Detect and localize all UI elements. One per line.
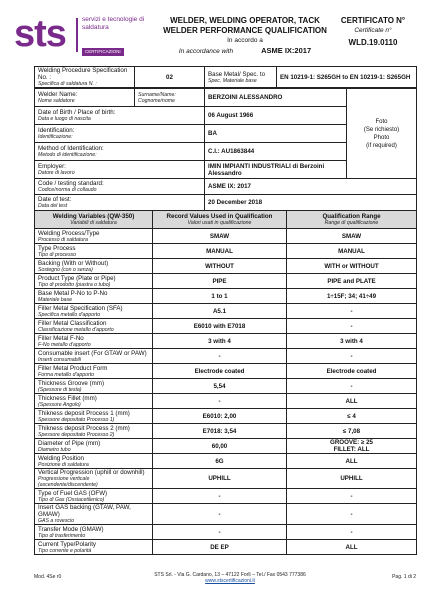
variable-label-it: Materiale base [38, 296, 73, 303]
variable-label-cell [35, 424, 153, 439]
wps-table [34, 66, 417, 88]
cert-label: CERTIFICATO N° [340, 16, 406, 25]
method-label-it: Metodo di identificazione: [38, 152, 97, 158]
variable-label: Filler Metal Specification (SFA) [38, 304, 123, 312]
variable-label: Transfer Mode (GMAW) [38, 525, 104, 533]
logo-badge: CERTIFICAZIONI [82, 48, 124, 56]
variable-range-value: ALL [287, 540, 417, 555]
title-asme: ASME IX:2017 [261, 46, 312, 55]
variable-label: Current Type/Polarity [38, 540, 97, 548]
variable-row [35, 525, 417, 540]
header-variables-it: Variabili di saldatura [70, 220, 117, 226]
variable-label-cell [35, 259, 153, 274]
method-label-cell [35, 143, 205, 161]
footer-address-block [130, 572, 330, 584]
title-line-3: In accordo a [227, 37, 263, 44]
base-metal-value: EN 10219-1: S265GH to EN 10219-1: S265GH [277, 67, 417, 88]
variable-row [35, 319, 417, 334]
variable-label-it: Tipo di processo [38, 251, 77, 258]
method-label: Method of Identification: [38, 145, 104, 152]
variable-record-value: Electrode coated [153, 364, 287, 379]
variable-range-value: - [287, 504, 417, 525]
variable-label-it: Sostegno (con o senza) [38, 266, 93, 273]
variable-record-value: - [153, 349, 287, 364]
variable-range-value: - [287, 304, 417, 319]
variable-range-value: ALL [287, 454, 417, 469]
cert-number: WLD.19.0110 [348, 38, 398, 47]
variable-record-value: E6010: 2,00 [153, 409, 287, 424]
variable-label-cell [35, 525, 153, 540]
footer-page-number: Pag. 1 di 2 [392, 574, 416, 580]
variable-record-value: 6G [153, 454, 287, 469]
variable-label-cell [35, 454, 153, 469]
base-metal-label-it: Spec. Materiale base [208, 77, 257, 84]
code-label: Code / testing standard: [38, 180, 104, 187]
variable-label: Filler Metal Product Form [38, 364, 108, 372]
variable-label-it: F-No metallo d'apporto [38, 341, 91, 348]
welding-variables-table [34, 210, 417, 555]
variable-record-value: DE EP [153, 540, 287, 555]
variable-row [35, 504, 417, 525]
header-record: Record Values Used in Qualification [166, 213, 273, 220]
variable-label: Thickness Groove (mm) [38, 379, 105, 387]
variable-range-value: 3 with 4 [287, 334, 417, 349]
variable-row [35, 469, 417, 489]
variable-row [35, 289, 417, 304]
id-label: Identification: [38, 127, 75, 134]
header-range-cell [287, 211, 417, 229]
variable-row [35, 424, 417, 439]
variable-range-value: Electrode coated [287, 364, 417, 379]
variable-range-value: - [287, 489, 417, 504]
variable-label: Thickness Fillet (mm) [38, 394, 97, 402]
variable-record-value: WITHOUT [153, 259, 287, 274]
variable-range-value: WITH or WITHOUT [287, 259, 417, 274]
id-label-it: Identificazione: [38, 134, 73, 140]
welder-name-label-cell [35, 89, 135, 107]
variable-record-value: - [153, 504, 287, 525]
header-range-it: Range di qualificazione [324, 220, 379, 226]
variable-label-cell [35, 319, 153, 334]
variable-label-it: GAS a rovescio [38, 518, 75, 524]
variable-label-cell [35, 334, 153, 349]
variable-label-cell [35, 409, 153, 424]
variable-row [35, 349, 417, 364]
variable-range-value: ≤ 4 [287, 409, 417, 424]
variable-record-value: - [153, 489, 287, 504]
variable-row [35, 489, 417, 504]
variable-row [35, 274, 417, 289]
variable-range-value: ALL [287, 394, 417, 409]
variable-label-it: Specifica metallo d'apporto [38, 311, 101, 318]
wps-label: Welding Procedure Specification No. : [38, 67, 128, 81]
variable-label-cell [35, 379, 153, 394]
variable-label: Type Process [38, 244, 76, 252]
variable-label-cell [35, 229, 153, 244]
variable-label: Thikness deposit Process 1 (mm) [38, 409, 130, 417]
variable-range-value: MANUAL [287, 244, 417, 259]
code-label-it: Codice/norma di collaudo [38, 187, 97, 193]
variable-row [35, 229, 417, 244]
variable-range-value: - [287, 349, 417, 364]
variable-label-it: (Spessore di testa) [38, 386, 82, 393]
employer-label: Employer: [38, 163, 66, 170]
date-label: Date of test: [38, 196, 72, 203]
variable-label-cell [35, 244, 153, 259]
variable-range-value: - [287, 379, 417, 394]
variable-label-it: Diametro tubo [38, 446, 71, 453]
variable-label: Base Metal P-No to P-No [38, 289, 108, 297]
variable-range-value: PIPE and PLATE [287, 274, 417, 289]
wps-label-cell [35, 67, 135, 88]
header-record-it: Valori usati in qualificazione [187, 220, 252, 226]
base-metal-label: Base Metal/ Spec. to [208, 70, 266, 78]
logo-divider [76, 18, 78, 52]
variable-label-cell [35, 304, 153, 319]
variable-label-it: Posizione di saldatura [38, 461, 89, 468]
welder-name-sub1: Surname/Name: [138, 91, 176, 98]
logo-wordmark: sts [14, 13, 66, 55]
variable-record-value: A5.1 [153, 304, 287, 319]
variable-label-cell [35, 349, 153, 364]
variable-row [35, 334, 417, 349]
variable-label: Backing (With or Without) [38, 259, 109, 267]
variable-label: Welding Process/Type [38, 229, 100, 237]
variable-label: Type of Fuel GAS (OFW) [38, 489, 108, 497]
variable-range-value: UPHILL [287, 469, 417, 489]
wps-value: 02 [135, 67, 205, 88]
header-record-cell [153, 211, 287, 229]
variable-label-it: Spessore depositato Processo 2) [38, 431, 115, 438]
variable-range-value: - [287, 525, 417, 540]
variable-label: Thikness deposit Process 2 (mm) [38, 424, 130, 432]
variable-record-value: 1 to 1 [153, 289, 287, 304]
variable-record-value: MANUAL [153, 244, 287, 259]
variable-row [35, 364, 417, 379]
variable-label-it: Spessore depositato Processo 1) [38, 416, 115, 423]
variable-row [35, 259, 417, 274]
photo-label-4: (if required) [366, 142, 397, 149]
variable-label: Consumable insert (For GTAW or PAW) [38, 349, 147, 357]
sts-logo [14, 14, 144, 58]
variable-record-value: - [153, 394, 287, 409]
variable-row [35, 379, 417, 394]
wps-label-it: Specifica di saldatura N. : [38, 81, 97, 87]
variable-range-value: ≤ 7,08 [287, 424, 417, 439]
welder-name-label-it: Nome saldatore [38, 98, 75, 104]
certificate-number-block [332, 16, 414, 48]
variable-record-value: E7018: 3,54 [153, 424, 287, 439]
title-line-1: WELDER, WELDING OPERATOR, TACK [170, 16, 320, 25]
variable-label-it: Inserti consumabili [38, 356, 81, 363]
variable-record-value: 3 with 4 [153, 334, 287, 349]
variable-label-it: (Spessore Angolo) [38, 401, 81, 408]
employer-label-cell [35, 161, 205, 179]
variable-label-cell [35, 489, 153, 504]
employer-value: IMIN IMPIANTI INDUSTRIALI di Berzoini Alessandro [205, 161, 347, 179]
variable-label-it: Tipo corrente e polarità [38, 547, 92, 554]
variable-record-value: - [153, 525, 287, 540]
id-label-cell [35, 125, 205, 143]
dob-label: Date of Birth / Place of birth: [38, 109, 116, 116]
id-value: BA [205, 125, 347, 143]
variable-row [35, 540, 417, 555]
variable-row [35, 454, 417, 469]
welder-name-sub2: Cognome/nome [138, 97, 175, 104]
base-metal-label-cell [205, 67, 277, 88]
variable-label-it: Tipo di prodotto (piastra o tubo) [38, 281, 111, 288]
variable-label-cell [35, 439, 153, 454]
cert-label-it: Certificate n° [354, 27, 392, 34]
variable-label-it: Classificazione metallo d'apporto [38, 326, 114, 333]
variable-label-cell [35, 469, 153, 489]
method-value: C.I.: AU1863844 [205, 143, 347, 161]
date-label-it: Data del test [38, 203, 68, 209]
variable-row [35, 409, 417, 424]
footer-website-link[interactable]: www.stscertificazioni.it [205, 578, 255, 584]
header-variables: Welding Variables (QW-350) [52, 213, 135, 220]
welder-name-value: BERZOINI ALESSANDRO [205, 89, 347, 107]
variable-label-it: Tipo di trasferimento [38, 532, 86, 539]
dob-label-cell [35, 107, 205, 125]
variable-label-it: Forma metallo d'apporto [38, 371, 95, 378]
variable-record-value: 5,54 [153, 379, 287, 394]
welder-name-label: Welder Name: [38, 91, 78, 98]
variable-record-value: PIPE [153, 274, 287, 289]
document-title [150, 16, 340, 57]
variable-row [35, 244, 417, 259]
variable-label-it: Tipo di Gas (Ossiacetilenico) [38, 496, 105, 503]
employer-label-it: Datore di lavoro [38, 170, 75, 176]
title-line-2: WELDER PERFORMANCE QUALIFICATION [163, 26, 327, 35]
variable-record-value: 60,00 [153, 439, 287, 454]
dob-label-it: Data e luogo di nascita [38, 116, 91, 122]
photo-label-2: (Se richiesto) [363, 126, 400, 133]
variable-record-value: SMAW [153, 229, 287, 244]
code-label-cell [35, 179, 205, 195]
variable-label: Product Type (Plate or Pipe) [38, 274, 116, 282]
variable-label-cell [35, 289, 153, 304]
header-range: Qualification Range [322, 213, 381, 220]
variable-label: Filler Metal F-No [38, 334, 84, 342]
logo-tagline: servizi e tecnologie di saldatura [82, 16, 145, 31]
photo-label-1: Foto [375, 118, 388, 125]
variable-label-it: Progressione verticale (ascendente/discendente) [38, 476, 98, 488]
variable-label-cell [35, 504, 153, 525]
footer-form-code: Mod. 4Se r0 [34, 574, 62, 580]
header-variables-cell [35, 211, 153, 229]
photo-box [347, 89, 417, 179]
variable-label: Welding Position [38, 454, 84, 462]
variable-range-value: 1÷15F; 34; 41÷49 [287, 289, 417, 304]
variable-record-value: UPHILL [153, 469, 287, 489]
code-value: ASME IX: 2017 [205, 179, 417, 195]
variable-label: Filler Metal Classification [38, 319, 107, 327]
footer-address: STS Srl. - Via G. Cardano, 13 – 47122 Forlì – Tel./ Fax 0543 777386 [154, 572, 306, 578]
dob-value: 06 August 1966 [205, 107, 347, 125]
variable-range-value: SMAW [287, 229, 417, 244]
variable-range-value: GROOVE: ≥ 25 FILLET: ALL [287, 439, 417, 454]
variables-header-row [35, 211, 417, 229]
photo-label-3: Photo [373, 134, 390, 141]
variable-label-cell [35, 540, 153, 555]
variable-label-cell [35, 364, 153, 379]
variable-row [35, 304, 417, 319]
variable-row [35, 439, 417, 454]
date-label-cell [35, 195, 205, 211]
date-value: 20 December 2018 [205, 195, 417, 211]
variable-label-cell [35, 394, 153, 409]
welder-table [34, 88, 417, 211]
variable-label: Vertical Progression (uphill or downhill) [38, 469, 145, 476]
variable-record-value: E6010 with E7018 [153, 319, 287, 334]
variable-label: Diameter of Pipe (mm) [38, 439, 101, 447]
welder-name-sub-cell [135, 89, 205, 107]
variable-row [35, 394, 417, 409]
variable-label-cell [35, 274, 153, 289]
variable-label: Insert GAS backing (GTAW, PAW, GMAW) [38, 504, 131, 518]
variable-range-value: - [287, 319, 417, 334]
variable-label-it: Processo di saldatura [38, 236, 88, 243]
title-line-4: In accordance with [178, 48, 234, 55]
